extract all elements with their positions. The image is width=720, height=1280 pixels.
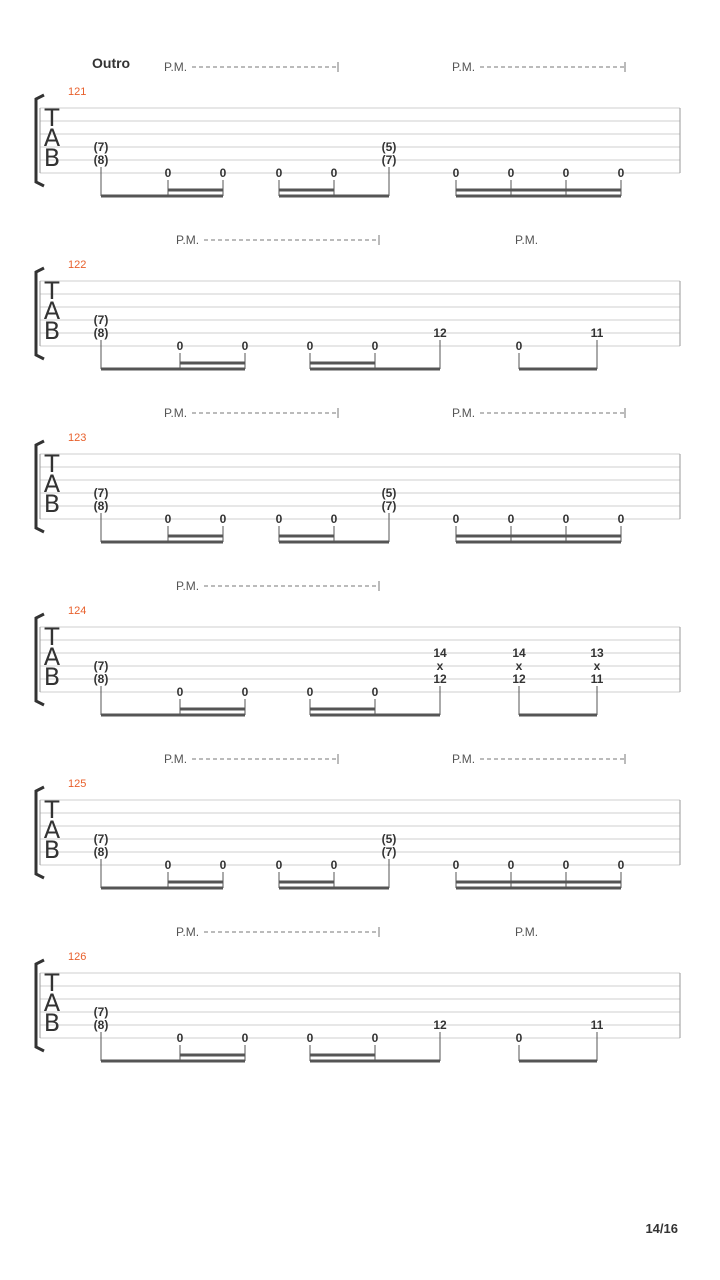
fret-number: x — [515, 659, 523, 673]
fret-number: 0 — [330, 858, 338, 872]
fret-number: 0 — [330, 166, 338, 180]
fret-number: 14 — [512, 646, 526, 660]
palm-mute-label: P.M. — [452, 60, 476, 74]
palm-mute-label: P.M. — [176, 579, 200, 593]
palm-mute-label: P.M. — [452, 406, 476, 420]
fret-number: (7) — [93, 659, 109, 673]
page-number: 14/16 — [645, 1221, 678, 1236]
measure-number: 123 — [68, 432, 87, 444]
measure-number: 125 — [68, 778, 87, 790]
tab-clef-letter: B — [43, 663, 61, 691]
fret-number: 12 — [512, 672, 526, 686]
fret-number: 0 — [562, 858, 570, 872]
fret-number: 0 — [241, 339, 249, 353]
tab-clef-letter: A — [43, 124, 61, 152]
fret-number: 0 — [507, 512, 515, 526]
fret-number: 0 — [617, 512, 625, 526]
fret-number: 0 — [371, 1031, 379, 1045]
fret-number: 0 — [507, 166, 515, 180]
fret-number: (8) — [93, 326, 109, 340]
fret-number: 0 — [371, 685, 379, 699]
fret-number: 0 — [241, 1031, 249, 1045]
tab-clef-letter: B — [43, 317, 61, 345]
fret-number: 0 — [275, 858, 283, 872]
section-label: Outro — [92, 55, 131, 71]
fret-number: (5) — [381, 140, 397, 154]
palm-mute-label: P.M. — [176, 925, 200, 939]
fret-number: 11 — [590, 326, 604, 340]
fret-number: (7) — [93, 1005, 109, 1019]
fret-number: (7) — [93, 486, 109, 500]
fret-number: 0 — [617, 166, 625, 180]
fret-number: 0 — [164, 858, 172, 872]
fret-number: 0 — [164, 166, 172, 180]
fret-number: x — [436, 659, 444, 673]
tab-clef-letter: T — [44, 796, 60, 824]
measure-number: 124 — [68, 605, 87, 617]
fret-number: 0 — [176, 685, 184, 699]
fret-number: 0 — [562, 512, 570, 526]
fret-number: 12 — [433, 672, 447, 686]
fret-number: 0 — [371, 339, 379, 353]
fret-number: 0 — [452, 166, 460, 180]
palm-mute-label: P.M. — [452, 752, 476, 766]
palm-mute-label: P.M. — [164, 752, 188, 766]
palm-mute-label: P.M. — [164, 406, 188, 420]
measure-number: 121 — [68, 86, 87, 98]
fret-number: 13 — [590, 646, 604, 660]
fret-number: x — [593, 659, 601, 673]
fret-number: 0 — [219, 166, 227, 180]
tab-clef-letter: T — [44, 104, 60, 132]
fret-number: (8) — [93, 1018, 109, 1032]
fret-number: (5) — [381, 486, 397, 500]
tab-system — [36, 925, 680, 1061]
fret-number: (7) — [93, 832, 109, 846]
palm-mute-label: P.M. — [515, 925, 539, 939]
fret-number: (8) — [93, 153, 109, 167]
fret-number: 11 — [590, 672, 604, 686]
measure-number: 122 — [68, 259, 87, 271]
tab-clef-letter: T — [44, 969, 60, 997]
fret-number: (5) — [381, 832, 397, 846]
fret-number: (7) — [381, 499, 397, 513]
fret-number: 0 — [164, 512, 172, 526]
fret-number: (8) — [93, 672, 109, 686]
tab-clef-letter: A — [43, 470, 61, 498]
fret-number: 0 — [452, 858, 460, 872]
tab-clef-letter: T — [44, 450, 60, 478]
fret-number: (7) — [93, 140, 109, 154]
fret-number: 0 — [275, 512, 283, 526]
fret-number: 0 — [176, 339, 184, 353]
fret-number: 0 — [306, 1031, 314, 1045]
fret-number: 12 — [433, 326, 447, 340]
tab-clef-letter: A — [43, 816, 61, 844]
fret-number: 14 — [433, 646, 447, 660]
fret-number: 0 — [562, 166, 570, 180]
tab-clef-letter: A — [43, 989, 61, 1017]
fret-number: 0 — [330, 512, 338, 526]
tab-system — [36, 752, 680, 888]
fret-number: 0 — [306, 339, 314, 353]
palm-mute-label: P.M. — [164, 60, 188, 74]
palm-mute-label: P.M. — [515, 233, 539, 247]
tab-clef-letter: B — [43, 144, 61, 172]
fret-number: 0 — [275, 166, 283, 180]
tab-system — [36, 579, 680, 715]
tab-clef-letter: B — [43, 836, 61, 864]
fret-number: (8) — [93, 845, 109, 859]
tab-clef-letter: T — [44, 277, 60, 305]
fret-number: 0 — [617, 858, 625, 872]
fret-number: 12 — [433, 1018, 447, 1032]
fret-number: 0 — [241, 685, 249, 699]
tab-systems — [36, 60, 680, 1061]
fret-number: 0 — [219, 512, 227, 526]
tab-system — [36, 406, 680, 542]
fret-number: 0 — [219, 858, 227, 872]
tab-system — [36, 233, 680, 369]
fret-number: 0 — [515, 1031, 523, 1045]
fret-number: 11 — [590, 1018, 604, 1032]
fret-number: (7) — [381, 153, 397, 167]
tab-clef-letter: T — [44, 623, 60, 651]
fret-number: (7) — [93, 313, 109, 327]
measure-number: 126 — [68, 951, 87, 963]
tab-clef-letter: B — [43, 1009, 61, 1037]
tab-clef-letter: A — [43, 297, 61, 325]
fret-number: 0 — [306, 685, 314, 699]
tab-system — [36, 60, 680, 196]
fret-number: 0 — [507, 858, 515, 872]
palm-mute-label: P.M. — [176, 233, 200, 247]
fret-number: 0 — [176, 1031, 184, 1045]
tab-clef-letter: A — [43, 643, 61, 671]
fret-number: (8) — [93, 499, 109, 513]
fret-number: 0 — [452, 512, 460, 526]
tab-clef-letter: B — [43, 490, 61, 518]
fret-number: 0 — [515, 339, 523, 353]
fret-number: (7) — [381, 845, 397, 859]
